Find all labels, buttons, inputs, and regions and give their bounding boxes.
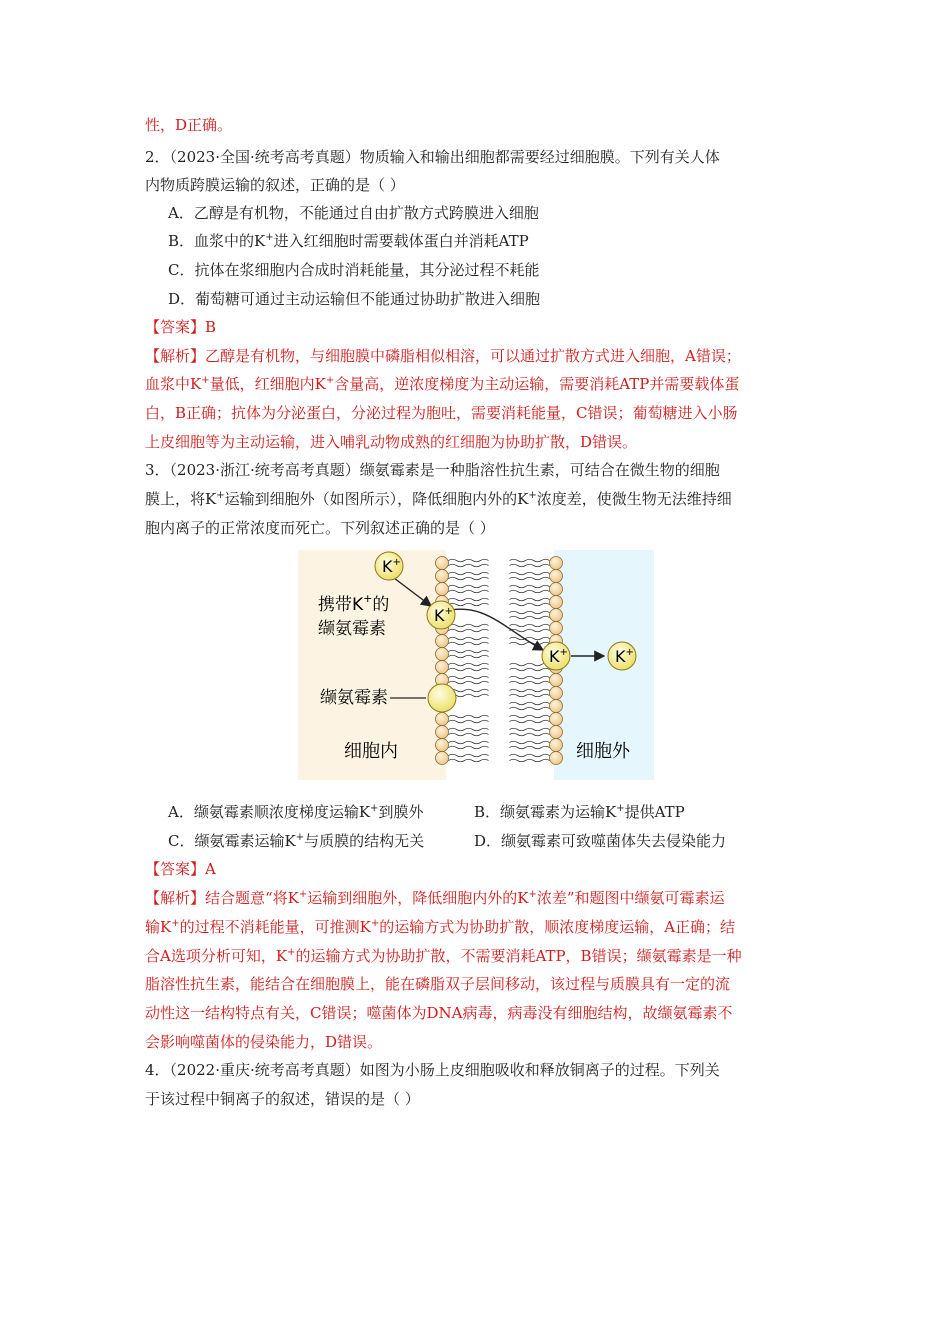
phospholipid-head (550, 752, 563, 765)
question-3-stem-line1: 3．（2023·浙江·统考高考真题）缬氨霉素是一种脂溶性抗生素，可结合在微生物的细胞 (145, 461, 720, 479)
phospholipid-tail (510, 577, 550, 580)
phospholipid-head (436, 570, 449, 583)
label-valinomycin: 缬氨霉素 (320, 688, 388, 708)
question-3-stem-line2: 膜上，将K+运输到细胞外（如图所示），降低细胞内外的K+浓度差，使微生物无法维持细 (145, 490, 732, 508)
label-k-carrier-valinomycin-line2: 缬氨霉素 (318, 619, 386, 639)
question-2-explanation-line2: 血浆中K+量低，红细胞内K+含量高，逆浓度梯度为主动运输，需要消耗ATP并需要载体蛋 (145, 375, 740, 393)
prev-answer-end: 性，D正确。 (145, 116, 233, 134)
question-3-option-b: B．缬氨霉素为运输K+提供ATP (474, 803, 685, 821)
phospholipid-head (550, 622, 563, 635)
phospholipid-head (436, 648, 449, 661)
phospholipid-head (550, 739, 563, 752)
phospholipid-tail (510, 616, 550, 619)
phospholipid-tail (449, 650, 489, 653)
phospholipid-head (550, 700, 563, 713)
phospholipid-tail (510, 759, 550, 762)
question-2-stem-line2: 内物质跨膜运输的叙述，正确的是（ ） (145, 176, 405, 194)
phospholipid-tail (510, 720, 550, 723)
question-3-explanation-line4: 脂溶性抗生素，能结合在细胞膜上，能在磷脂双子层间移动，该过程与质膜具有一定的流 (145, 975, 731, 993)
phospholipid-tail (510, 585, 550, 588)
phospholipid-tail (449, 676, 489, 679)
phospholipid-tail (510, 676, 550, 679)
phospholipid-head (550, 674, 563, 687)
question-4-stem-line1: 4．（2022·重庆·统考高考真题）如图为小肠上皮细胞吸收和释放铜离子的过程。下列关 (145, 1061, 720, 1079)
phospholipid-tail (510, 590, 550, 593)
phospholipid-head (550, 713, 563, 726)
label-cell-inside: 细胞内 (344, 741, 398, 762)
phospholipid-tail (449, 559, 489, 562)
phospholipid-head (436, 661, 449, 674)
question-3-explanation-line6: 会影响噬菌体的侵染能力，D错误。 (145, 1033, 383, 1051)
phospholipid-head (550, 570, 563, 583)
inner-leaflet-tails (449, 559, 489, 762)
label-k-carrier-valinomycin: 携带K+的 (318, 592, 390, 615)
phospholipid-head (550, 557, 563, 570)
question-2-option-c: C．抗体在浆细胞内合成时消耗能量，其分泌过程不耗能 (168, 261, 540, 279)
question-3-stem-line3: 胞内离子的正常浓度而死亡。下列叙述正确的是（ ） (145, 519, 495, 537)
k-ion-with-valinomycin (427, 601, 455, 629)
svg-text:K+: K+ (434, 606, 453, 625)
phospholipid-tail (510, 559, 550, 562)
phospholipid-tail (510, 681, 550, 684)
phospholipid-tail (449, 624, 489, 627)
k-ion-free-inside (375, 552, 403, 580)
phospholipid-tail (449, 655, 489, 658)
phospholipid-tail (510, 715, 550, 718)
phospholipid-tail (510, 663, 550, 666)
question-2-answer: 【答案】B (145, 318, 217, 336)
phospholipid-head (550, 726, 563, 739)
svg-text:K+: K+ (549, 647, 568, 666)
phospholipid-head (436, 752, 449, 765)
question-2-explanation-line1: 【解析】乙醇是有机物，与细胞膜中磷脂相似相溶，可以通过扩散方式进入细胞，A错误； (145, 347, 741, 365)
phospholipid-tail (510, 707, 550, 710)
question-3-explanation-line1: 【解析】结合题意“将K+运输到细胞外，降低细胞内外的K+浓差”和题图中缬氨可霉素运 (145, 889, 725, 907)
phospholipid-head (436, 557, 449, 570)
phospholipid-tail (449, 590, 489, 593)
phospholipid-head (436, 635, 449, 648)
phospholipid-tail (449, 577, 489, 580)
phospholipid-tail (510, 668, 550, 671)
question-4-stem-line2: 于该过程中铜离子的叙述，错误的是（ ） (145, 1090, 420, 1108)
phospholipid-tail (449, 642, 489, 645)
svg-text:K+: K+ (382, 557, 401, 576)
phospholipid-head (436, 583, 449, 596)
question-3-answer: 【答案】A (145, 860, 216, 878)
phospholipid-tail (449, 746, 489, 749)
phospholipid-tail (449, 681, 489, 684)
phospholipid-tail (510, 728, 550, 731)
phospholipid-tail (510, 603, 550, 606)
question-2-explanation-line3: 白，B正确；抗体为分泌蛋白，分泌过程为胞吐，需要消耗能量，C错误；葡萄糖进入小肠 (145, 404, 738, 422)
phospholipid-tail (449, 564, 489, 567)
phospholipid-tail (449, 603, 489, 606)
phospholipid-tail (449, 629, 489, 632)
question-3-option-c: C．缬氨霉素运输K+与质膜的结构无关 (168, 832, 425, 850)
k-ion-released-outside (608, 642, 636, 670)
question-3-option-a: A．缬氨霉素顺浓度梯度运输K+到膜外 (168, 803, 424, 821)
phospholipid-tail (449, 572, 489, 575)
phospholipid-tail (510, 694, 550, 697)
phospholipid-tail (449, 720, 489, 723)
phospholipid-tail (449, 585, 489, 588)
phospholipid-tail (510, 624, 550, 627)
phospholipid-tail (510, 702, 550, 705)
question-2-option-b: B．血浆中的K+进入红细胞时需要载体蛋白并消耗ATP (168, 232, 529, 250)
phospholipid-tail (510, 564, 550, 567)
k-ion-in-outer-leaflet (542, 642, 570, 670)
valinomycin-membrane-figure (298, 550, 654, 780)
phospholipid-tail (449, 728, 489, 731)
question-3-explanation-line3: 合A选项分析可知，K+的运输方式为协助扩散，不需要消耗ATP，B错误；缬氨霉素是一种 (145, 947, 742, 965)
question-2-explanation-line4: 上皮细胞等为主动运输，进入哺乳动物成熟的红细胞为协助扩散，D错误。 (145, 433, 638, 451)
phospholipid-tail (449, 637, 489, 640)
phospholipid-tail (449, 715, 489, 718)
phospholipid-tail (449, 759, 489, 762)
phospholipid-head (550, 609, 563, 622)
phospholipid-tail (510, 746, 550, 749)
phospholipid-head (436, 739, 449, 752)
phospholipid-tail (510, 572, 550, 575)
phospholipid-tail (510, 754, 550, 757)
question-2-stem-line1: 2．（2023·全国·统考高考真题）物质输入和输出细胞都需要经过细胞膜。下列有关人体 (145, 148, 720, 166)
phospholipid-tail (510, 611, 550, 614)
phospholipid-head (550, 687, 563, 700)
phospholipid-tail (510, 629, 550, 632)
phospholipid-head (550, 596, 563, 609)
phospholipid-head (550, 583, 563, 596)
phospholipid-tail (510, 598, 550, 601)
phospholipid-tail (510, 689, 550, 692)
phospholipid-tail (449, 668, 489, 671)
label-cell-outside: 细胞外 (576, 741, 630, 762)
question-2-option-a: A．乙醇是有机物，不能通过自由扩散方式跨膜进入细胞 (168, 204, 539, 222)
svg-text:K+: K+ (615, 647, 634, 666)
phospholipid-tail (449, 663, 489, 666)
phospholipid-head (436, 726, 449, 739)
question-3-explanation-line2: 输K+的过程不消耗能量，可推测K+的运输方式为协助扩散，顺浓度梯度运输，A正确；结 (145, 918, 736, 936)
question-3-option-d: D．缬氨霉素可致噬菌体失去侵染能力 (474, 832, 727, 850)
phospholipid-tail (449, 733, 489, 736)
phospholipid-tail (449, 741, 489, 744)
phospholipid-tail (449, 598, 489, 601)
phospholipid-tail (449, 754, 489, 757)
question-3-explanation-line5: 动性这一结构特点有关，C错误；噬菌体为DNA病毒，病毒没有细胞结构，故缬氨霉素不 (145, 1004, 733, 1022)
phospholipid-tail (510, 733, 550, 736)
phospholipid-head (436, 713, 449, 726)
question-2-option-d: D．葡萄糖可通过主动运输但不能通过协助扩散进入细胞 (168, 290, 541, 308)
valinomycin-molecule (428, 684, 456, 712)
phospholipid-tail (510, 637, 550, 640)
phospholipid-tail (510, 741, 550, 744)
